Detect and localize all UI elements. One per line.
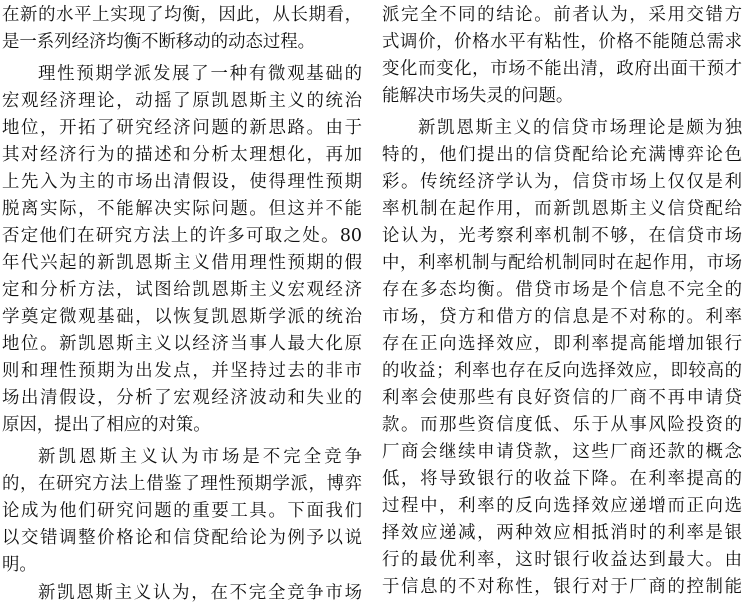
text-line: 新凯恩斯主义的信贷市场理论是颇为独 — [418, 118, 742, 138]
text-line: 年代兴起的新凯恩斯主义借用理性预期的假 — [2, 253, 362, 273]
text-line: 式调价，价格水平有粘性，价格不能随总需求 — [382, 32, 742, 52]
text-line: 款。而那些资信度低、乐于从事风险投资的 — [382, 415, 742, 435]
text-line: 派完全不同的结论。前者认为，采用交错方 — [382, 5, 742, 25]
text-line: 中，利率机制与配给机制同时在起作用，市场 — [382, 253, 742, 273]
text-line: 则和理性预期为出发点，并坚持过去的非市 — [2, 361, 362, 381]
text-line: 在新的水平上实现了均衡，因此，从长期看， — [2, 5, 362, 25]
text-line: 择效应递减，两种效应相抵消时的利率是银 — [382, 523, 742, 543]
text-line: 利率会使那些有良好资信的厂商不再申请贷 — [382, 388, 742, 408]
text-line: 是一系列经济均衡不断移动的动态过程。 — [2, 32, 316, 52]
text-line: 过程中，利率的反向选择效应递增而正向选 — [382, 496, 742, 516]
text-line: 地位。新凯恩斯主义以经济当事人最大化原 — [2, 334, 362, 354]
text-line: 新凯恩斯主义认为，在不完全竞争市场 — [38, 583, 362, 603]
text-line: 于信息的不对称性，银行对于厂商的控制能 — [382, 577, 742, 597]
text-line: 论认为，光考察利率机制不够，在信贷市场 — [382, 226, 742, 246]
text-line: 的收益；利率也存在反向选择效应，即较高的 — [382, 361, 742, 381]
text-line: 上先入为主的市场出清假设，使得理性预期 — [2, 172, 362, 192]
text-line: 地位，开拓了研究经济问题的新思路。由于 — [2, 118, 362, 138]
text-line: 原因，提出了相应的对策。 — [2, 415, 211, 435]
text-line: 以交错调整价格论和信贷配给论为例予以说 — [2, 528, 362, 548]
text-line: 定和分析方法，试图给凯恩斯主义宏观经济 — [2, 280, 362, 300]
text-line: 明。 — [2, 555, 37, 575]
text-line: 能解决市场失灵的问题。 — [382, 86, 574, 106]
text-line: 新凯恩斯主义认为市场是不完全竞争 — [38, 447, 362, 467]
text-line: 脱离实际，不能解决实际问题。但这并不能 — [2, 199, 362, 219]
text-line: 低，将导致银行的收益下降。在利率提高的 — [382, 469, 742, 489]
text-line: 存在正向选择效应，即利率提高能增加银行 — [382, 334, 742, 354]
text-line: 市场，贷方和借方的信息是不对称的。利率 — [382, 307, 742, 327]
text-line: 否定他们在研究方法上的许多可取之处。80 — [2, 226, 362, 246]
text-line: 场出清假设，分析了宏观经济波动和失业的 — [2, 388, 362, 408]
text-line: 厂商会继续申请贷款，这些厂商还款的概念 — [382, 442, 742, 462]
text-line: 的，在研究方法上借鉴了理性预期学派，博弈 — [2, 474, 362, 494]
text-line: 存在多态均衡。借贷市场是个信息不完全的 — [382, 280, 742, 300]
text-line: 理性预期学派发展了一种有微观基础的 — [38, 64, 362, 84]
text-line: 行的最优利率，这时银行收益达到最大。由 — [382, 550, 742, 570]
text-line: 学奠定微观基础，以恢复凯恩斯学派的统治 — [2, 307, 362, 327]
text-line: 论成为他们研究问题的重要工具。下面我们 — [2, 501, 362, 521]
text-line: 率机制在起作用，而新凯恩斯主义信贷配给 — [382, 199, 742, 219]
text-line: 特的，他们提出的信贷配给论充满博弈论色 — [382, 145, 742, 165]
text-line: 彩。传统经济学认为，信贷市场上仅仅是利 — [382, 172, 742, 192]
text-line: 宏观经济理论，动摇了原凯恩斯主义的统治 — [2, 91, 362, 111]
text-line: 变化而变化，市场不能出清，政府出面干预才 — [382, 59, 742, 79]
text-line: 其对经济行为的描述和分析太理想化，再加 — [2, 145, 362, 165]
